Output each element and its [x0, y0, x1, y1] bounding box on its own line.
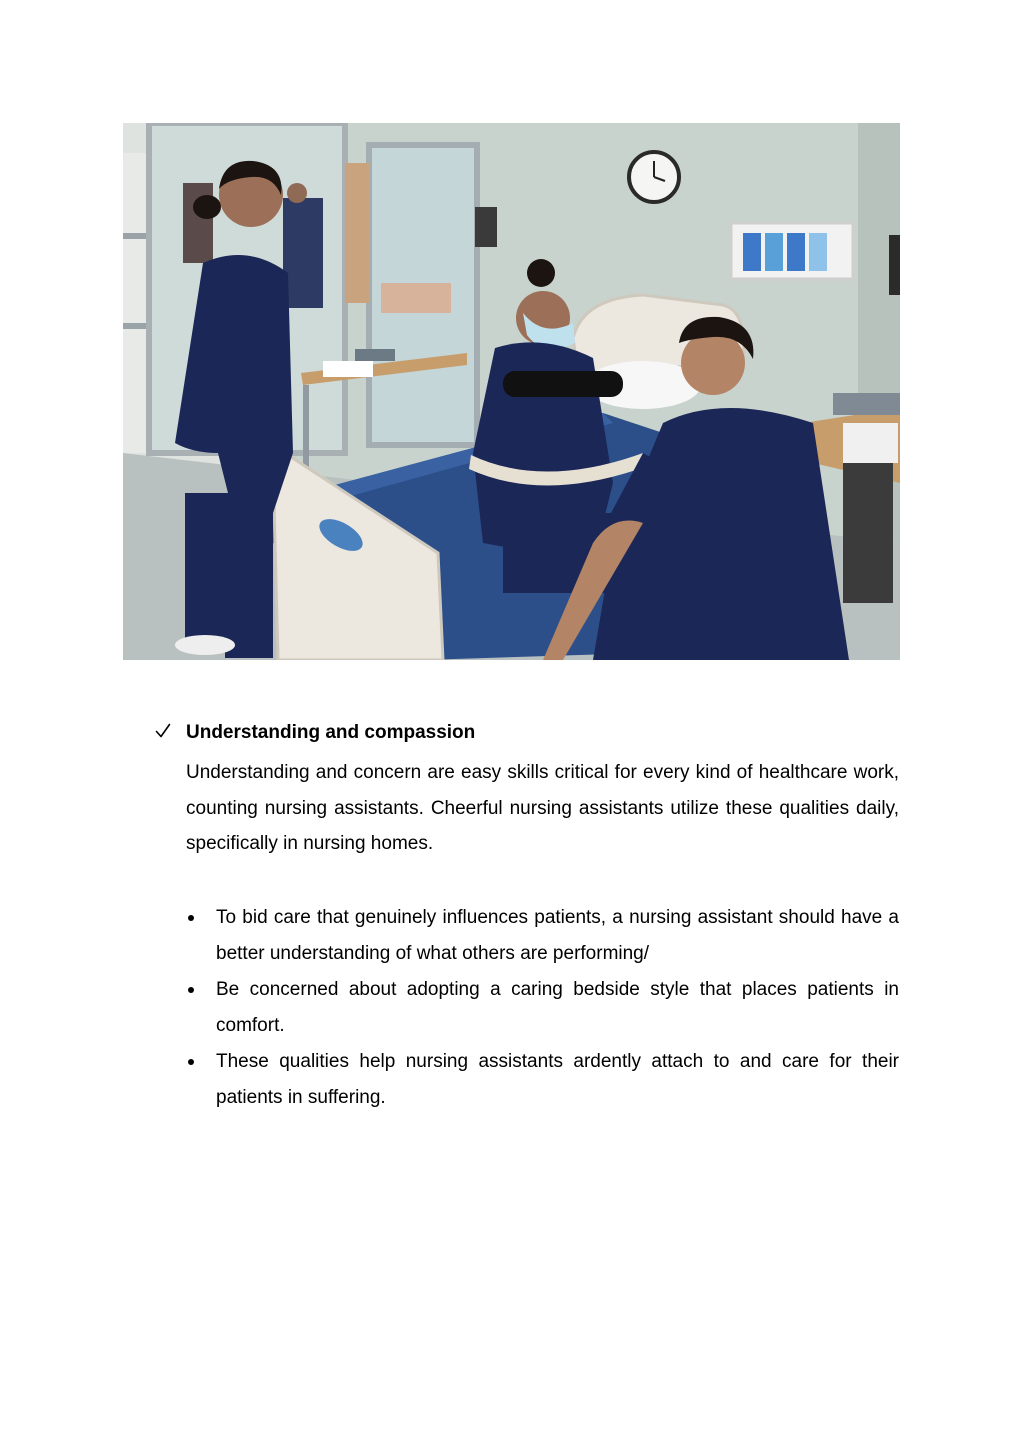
bullet-icon — [188, 1059, 194, 1065]
list-item-text: Be concerned about adopting a caring bedside style that places patients in comfort. — [216, 978, 899, 1036]
list-item — [155, 972, 899, 1044]
nursing-training-photo — [123, 123, 900, 660]
list-item — [155, 900, 899, 972]
list-item-text: To bid care that genuinely influences patients, a nursing assistant should have a better understanding of what others are performing/ — [216, 906, 899, 964]
understanding-compassion-section — [155, 720, 900, 1116]
section-heading-row — [155, 720, 900, 746]
bullet-icon — [188, 915, 194, 921]
section-paragraph: Understanding and concern are easy skills critical for every kind of healthcare work, counting nursing assistants. Cheerful nursing assistants utilize these qualities daily, specifically in nursing homes. — [186, 762, 899, 854]
bullet-icon — [188, 987, 194, 993]
bullet-list — [155, 900, 900, 1116]
checkmark-icon — [155, 722, 171, 740]
list-item-text: These qualities help nursing assistants ardently attach to and care for their patients in suffering. — [216, 1050, 899, 1108]
list-item — [155, 1044, 899, 1116]
section-heading: Understanding and compassion — [186, 722, 476, 743]
